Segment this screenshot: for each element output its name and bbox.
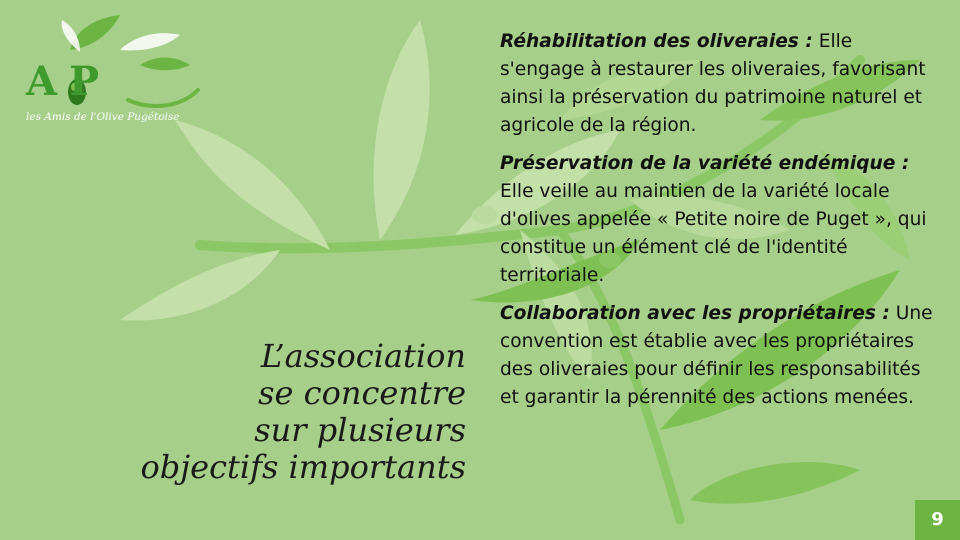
heading-line: objectifs importants bbox=[140, 448, 466, 486]
objective-text: Une convention est établie avec les propriétaires des oliveraies pour définir les responsabilités et garantir la pérennité des actions menées. bbox=[500, 303, 933, 408]
logo-leaf-4 bbox=[140, 58, 190, 71]
logo-leaf-3 bbox=[120, 33, 180, 50]
objective-text: Elle s'engage à restaurer les oliveraies, favorisant ainsi la préservation du patrimoine naturel et agricole de la région. bbox=[500, 31, 926, 136]
objective-item bbox=[500, 150, 940, 290]
logo-letters: A P bbox=[26, 58, 99, 105]
heading-line: sur plusieurs bbox=[254, 411, 466, 449]
objective-text: Elle veille au maintien de la variété locale d'olives appelée « Petite noire de Puget », qui constitue un élément clé de l'identité territoriale. bbox=[500, 181, 927, 286]
heading-line: L’association bbox=[260, 337, 466, 375]
page-number-badge: 9 bbox=[915, 500, 960, 540]
logo-swoosh bbox=[128, 90, 198, 106]
objective-title: Collaboration avec les propriétaires : bbox=[500, 303, 890, 324]
logo-tagline: les Amis de l'Olive Pugétoise bbox=[26, 111, 180, 123]
objective-item bbox=[500, 300, 940, 412]
objectives-list bbox=[500, 28, 940, 422]
objective-item bbox=[500, 28, 940, 140]
heading-line: se concentre bbox=[258, 374, 466, 412]
objective-title: Réhabilitation des oliveraies : bbox=[500, 31, 813, 52]
slide-heading bbox=[30, 338, 466, 486]
objective-title: Préservation de la variété endémique : bbox=[500, 153, 910, 174]
